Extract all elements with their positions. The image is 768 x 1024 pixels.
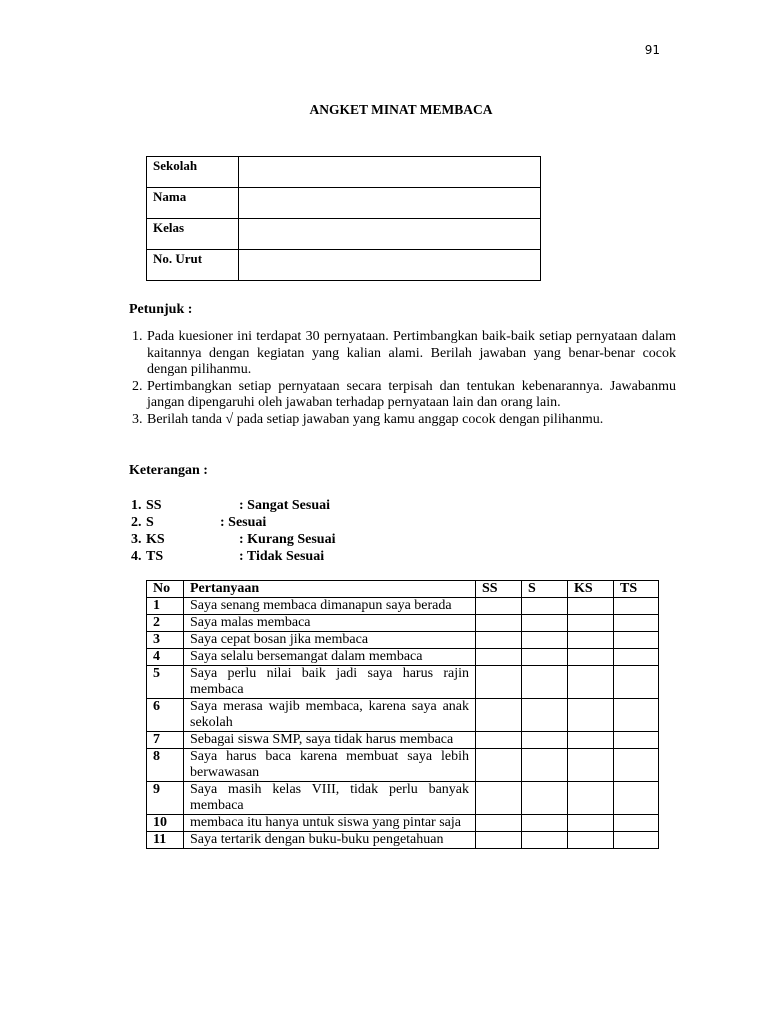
- answer-cell-ts[interactable]: [614, 598, 659, 615]
- row-number: 1: [147, 598, 184, 615]
- answer-cell-s[interactable]: [522, 699, 568, 732]
- answer-cell-ks[interactable]: [568, 699, 614, 732]
- identity-value-number: [239, 250, 541, 281]
- identity-row: [147, 250, 541, 281]
- document-title: ANGKET MINAT MEMBACA: [309, 102, 493, 117]
- legend-description: : Kurang Sesuai: [239, 532, 336, 547]
- header-s: S: [522, 581, 568, 598]
- identity-value-school: [239, 157, 541, 188]
- legend-number: 1.: [131, 498, 142, 513]
- identity-row: [147, 157, 541, 188]
- header-ss: SS: [476, 581, 522, 598]
- table-row: [147, 732, 659, 749]
- answer-cell-s[interactable]: [522, 732, 568, 749]
- answer-cell-ss[interactable]: [476, 666, 522, 699]
- legend-heading: Keterangan :: [129, 463, 208, 478]
- answer-cell-s[interactable]: [522, 749, 568, 782]
- legend-code: TS: [146, 549, 164, 564]
- answer-cell-ss[interactable]: [476, 615, 522, 632]
- legend-number: 4.: [131, 549, 142, 564]
- row-question: membaca itu hanya untuk siswa yang pintar saja: [184, 815, 476, 832]
- table-row: [147, 615, 659, 632]
- answer-cell-ks[interactable]: [568, 832, 614, 849]
- answer-cell-ks[interactable]: [568, 749, 614, 782]
- page-number: 91: [644, 43, 660, 57]
- instruction-item: 2. Pertimbangkan setiap pernyataan secara terpisah dan tentukan kebenarannya. Jawabanmu jangan dipengaruhi oleh jawaban terhadap pernyataan lain dan orang lain.: [146, 379, 676, 412]
- row-question: Saya tertarik dengan buku-buku pengetahuan: [184, 832, 476, 849]
- survey-table: [146, 580, 659, 849]
- row-number: 10: [147, 815, 184, 832]
- legend-number: 3.: [131, 532, 142, 547]
- table-row: [147, 815, 659, 832]
- row-question: Saya merasa wajib membaca, karena saya anak sekolah: [184, 699, 476, 732]
- legend-code: KS: [146, 532, 165, 547]
- instructions-heading: Petunjuk :: [129, 302, 193, 317]
- legend-description: : Sesuai: [220, 515, 267, 530]
- answer-cell-ss[interactable]: [476, 815, 522, 832]
- identity-value-class: [239, 219, 541, 250]
- answer-cell-ks[interactable]: [568, 666, 614, 699]
- answer-cell-s[interactable]: [522, 649, 568, 666]
- header-ks: KS: [568, 581, 614, 598]
- answer-cell-ts[interactable]: [614, 832, 659, 849]
- row-number: 7: [147, 732, 184, 749]
- identity-row: [147, 219, 541, 250]
- legend-code: SS: [146, 498, 162, 513]
- identity-label-number: No. Urut: [147, 250, 239, 281]
- answer-cell-ks[interactable]: [568, 598, 614, 615]
- table-row: [147, 699, 659, 732]
- identity-label-school: Sekolah: [147, 157, 239, 188]
- row-number: 4: [147, 649, 184, 666]
- answer-cell-s[interactable]: [522, 666, 568, 699]
- row-question: Saya malas membaca: [184, 615, 476, 632]
- answer-cell-s[interactable]: [522, 598, 568, 615]
- answer-cell-ks[interactable]: [568, 782, 614, 815]
- answer-cell-ks[interactable]: [568, 632, 614, 649]
- answer-cell-s[interactable]: [522, 615, 568, 632]
- answer-cell-ss[interactable]: [476, 699, 522, 732]
- answer-cell-ts[interactable]: [614, 815, 659, 832]
- row-question: Saya masih kelas VIII, tidak perlu banyak membaca: [184, 782, 476, 815]
- header-no: No: [147, 581, 184, 598]
- legend-code: S: [146, 515, 154, 530]
- identity-label-name: Nama: [147, 188, 239, 219]
- row-number: 9: [147, 782, 184, 815]
- answer-cell-ts[interactable]: [614, 632, 659, 649]
- answer-cell-ts[interactable]: [614, 666, 659, 699]
- row-number: 6: [147, 699, 184, 732]
- row-number: 2: [147, 615, 184, 632]
- answer-cell-ts[interactable]: [614, 732, 659, 749]
- table-row: [147, 749, 659, 782]
- header-question: Pertanyaan: [184, 581, 476, 598]
- row-number: 5: [147, 666, 184, 699]
- row-number: 3: [147, 632, 184, 649]
- instructions-list: [128, 329, 676, 428]
- answer-cell-s[interactable]: [522, 632, 568, 649]
- answer-cell-ts[interactable]: [614, 782, 659, 815]
- identity-label-class: Kelas: [147, 219, 239, 250]
- table-row: [147, 632, 659, 649]
- row-number: 8: [147, 749, 184, 782]
- row-question: Saya senang membaca dimanapun saya berada: [184, 598, 476, 615]
- answer-cell-ss[interactable]: [476, 832, 522, 849]
- row-question: Saya harus baca karena membuat saya lebih berwawasan: [184, 749, 476, 782]
- instruction-item: 3. Berilah tanda √ pada setiap jawaban yang kamu anggap cocok dengan pilihanmu.: [146, 412, 676, 429]
- legend-description: : Sangat Sesuai: [239, 498, 331, 513]
- answer-cell-ks[interactable]: [568, 732, 614, 749]
- identity-row: [147, 188, 541, 219]
- identity-value-name: [239, 188, 541, 219]
- legend-description: : Tidak Sesuai: [239, 549, 325, 564]
- row-question: Saya perlu nilai baik jadi saya harus rajin membaca: [184, 666, 476, 699]
- answer-cell-s[interactable]: [522, 832, 568, 849]
- answer-cell-ss[interactable]: [476, 632, 522, 649]
- instruction-item: 1. Pada kuesioner ini terdapat 30 pernyataan. Pertimbangkan baik-baik setiap pernyataan dalam kaitannya dengan kegiatan yang kalian alami. Berilah jawaban yang benar-benar cocok dengan pilihanmu.: [146, 329, 676, 379]
- table-row: [147, 598, 659, 615]
- answer-cell-ss[interactable]: [476, 598, 522, 615]
- row-question: Saya selalu bersemangat dalam membaca: [184, 649, 476, 666]
- row-question: Saya cepat bosan jika membaca: [184, 632, 476, 649]
- answer-cell-ss[interactable]: [476, 732, 522, 749]
- answer-cell-ss[interactable]: [476, 649, 522, 666]
- answer-cell-ks[interactable]: [568, 649, 614, 666]
- answer-cell-ts[interactable]: [614, 749, 659, 782]
- answer-cell-s[interactable]: [522, 815, 568, 832]
- legend-number: 2.: [131, 515, 142, 530]
- survey-header-row: [147, 581, 659, 598]
- answer-cell-ks[interactable]: [568, 615, 614, 632]
- table-row: [147, 649, 659, 666]
- header-ts: TS: [614, 581, 659, 598]
- row-question: Sebagai siswa SMP, saya tidak harus membaca: [184, 732, 476, 749]
- answer-cell-ss[interactable]: [476, 749, 522, 782]
- answer-cell-s[interactable]: [522, 782, 568, 815]
- answer-cell-ts[interactable]: [614, 649, 659, 666]
- answer-cell-ss[interactable]: [476, 782, 522, 815]
- identity-table: [146, 156, 541, 281]
- answer-cell-ts[interactable]: [614, 699, 659, 732]
- table-row: [147, 782, 659, 815]
- answer-cell-ts[interactable]: [614, 615, 659, 632]
- answer-cell-ks[interactable]: [568, 815, 614, 832]
- row-number: 11: [147, 832, 184, 849]
- table-row: [147, 832, 659, 849]
- table-row: [147, 666, 659, 699]
